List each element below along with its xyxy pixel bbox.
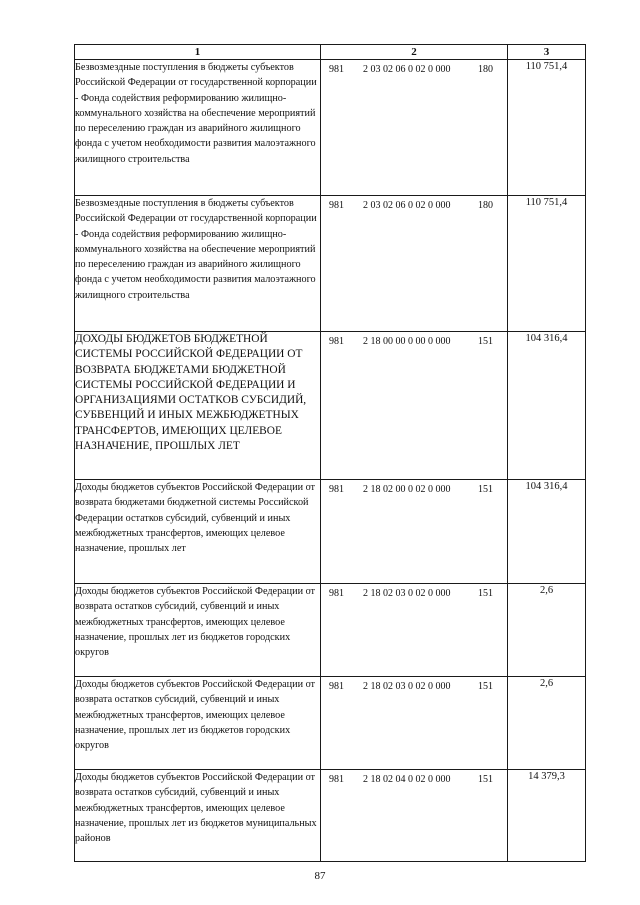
row-kosgu-code: 180: [478, 64, 493, 75]
row-kosgu-code: 151: [478, 484, 493, 495]
row-code-cell: [321, 196, 508, 332]
row-code-cell: [321, 60, 508, 196]
row-admin-code: 981: [329, 774, 344, 785]
row-admin-code: 981: [329, 681, 344, 692]
row-kosgu-code: 151: [478, 336, 493, 347]
row-kosgu-code: 180: [478, 200, 493, 211]
row-budget-code: 2 18 02 03 0 02 0 000: [363, 681, 451, 692]
row-description: ДОХОДЫ БЮДЖЕТОВ БЮДЖЕТНОЙ СИСТЕМЫ РОССИЙСКОЙ ФЕДЕРАЦИИ ОТ ВОЗВРАТА БЮДЖЕТАМИ БЮДЖЕТНОЙ СИСТЕМЫ РОССИЙСКОЙ ФЕДЕРАЦИИ И ОРГАНИЗАЦИЯМИ ОСТАТКОВ СУБСИДИЙ, СУБВЕНЦИЙ И ИНЫХ МЕЖБЮДЖЕТНЫХ ТРАНСФЕРТОВ, ИМЕЮЩИХ ЦЕЛЕВОЕ НАЗНАЧЕНИЕ, ПРОШЛЫХ ЛЕТ: [75, 332, 321, 480]
row-code-cell: [321, 332, 508, 480]
row-admin-code: 981: [329, 64, 344, 75]
row-description: Доходы бюджетов субъектов Российской Федерации от возврата остатков субсидий, субвенций и иных межбюджетных трансфертов, имеющих целевое назначение, прошлых лет из бюджетов городских округов: [75, 677, 321, 770]
row-description: Доходы бюджетов субъектов Российской Федерации от возврата остатков субсидий, субвенций и иных межбюджетных трансфертов, имеющих целевое назначение, прошлых лет из бюджетов городских округов: [75, 584, 321, 677]
row-amount: 110 751,4: [508, 196, 586, 332]
row-code-cell: [321, 770, 508, 862]
table-header-row: [75, 45, 586, 60]
row-amount: 2,6: [508, 677, 586, 770]
revenue-table: [74, 44, 586, 862]
table-row: [75, 584, 586, 677]
row-code-cell: [321, 480, 508, 584]
row-amount: 110 751,4: [508, 60, 586, 196]
row-budget-code: 2 18 02 03 0 02 0 000: [363, 588, 451, 599]
row-budget-code: 2 18 02 00 0 02 0 000: [363, 484, 451, 495]
table-row: [75, 677, 586, 770]
header-col-3: 3: [508, 45, 586, 60]
row-description: Доходы бюджетов субъектов Российской Федерации от возврата бюджетами бюджетной системы Российской Федерации остатков субсидий, субвенций и иных межбюджетных трансфертов, имеющих целевое назначение, прошлых лет: [75, 480, 321, 584]
row-amount: 2,6: [508, 584, 586, 677]
row-amount: 104 316,4: [508, 332, 586, 480]
row-kosgu-code: 151: [478, 774, 493, 785]
table-row: [75, 770, 586, 862]
table-row: [75, 480, 586, 584]
row-admin-code: 981: [329, 588, 344, 599]
row-kosgu-code: 151: [478, 588, 493, 599]
row-admin-code: 981: [329, 336, 344, 347]
table-row: [75, 196, 586, 332]
row-budget-code: 2 18 02 04 0 02 0 000: [363, 774, 451, 785]
header-col-1: 1: [75, 45, 321, 60]
row-description: Безвозмездные поступления в бюджеты субъектов Российской Федерации от государственной корпорации - Фонда содействия реформированию жилищно-коммунального хозяйства на обеспечение мероприятий по переселению граждан из аварийного жилищного фонда с учетом необходимости развития малоэтажного жилищного строительства: [75, 196, 321, 332]
row-description: Безвозмездные поступления в бюджеты субъектов Российской Федерации от государственной корпорации - Фонда содействия реформированию жилищно-коммунального хозяйства на обеспечение мероприятий по переселению граждан из аварийного жилищного фонда с учетом необходимости развития малоэтажного жилищного строительства: [75, 60, 321, 196]
row-admin-code: 981: [329, 484, 344, 495]
row-budget-code: 2 03 02 06 0 02 0 000: [363, 64, 451, 75]
row-kosgu-code: 151: [478, 681, 493, 692]
row-description: Доходы бюджетов субъектов Российской Федерации от возврата остатков субсидий, субвенций и иных межбюджетных трансфертов, имеющих целевое назначение, прошлых лет из бюджетов муниципальных районов: [75, 770, 321, 862]
row-code-cell: [321, 677, 508, 770]
table-row: [75, 60, 586, 196]
table-row: [75, 332, 586, 480]
row-admin-code: 981: [329, 200, 344, 211]
row-amount: 104 316,4: [508, 480, 586, 584]
row-budget-code: 2 18 00 00 0 00 0 000: [363, 336, 451, 347]
header-col-2: 2: [321, 45, 508, 60]
row-budget-code: 2 03 02 06 0 02 0 000: [363, 200, 451, 211]
row-code-cell: [321, 584, 508, 677]
page-number: 87: [314, 870, 326, 882]
row-amount: 14 379,3: [508, 770, 586, 862]
